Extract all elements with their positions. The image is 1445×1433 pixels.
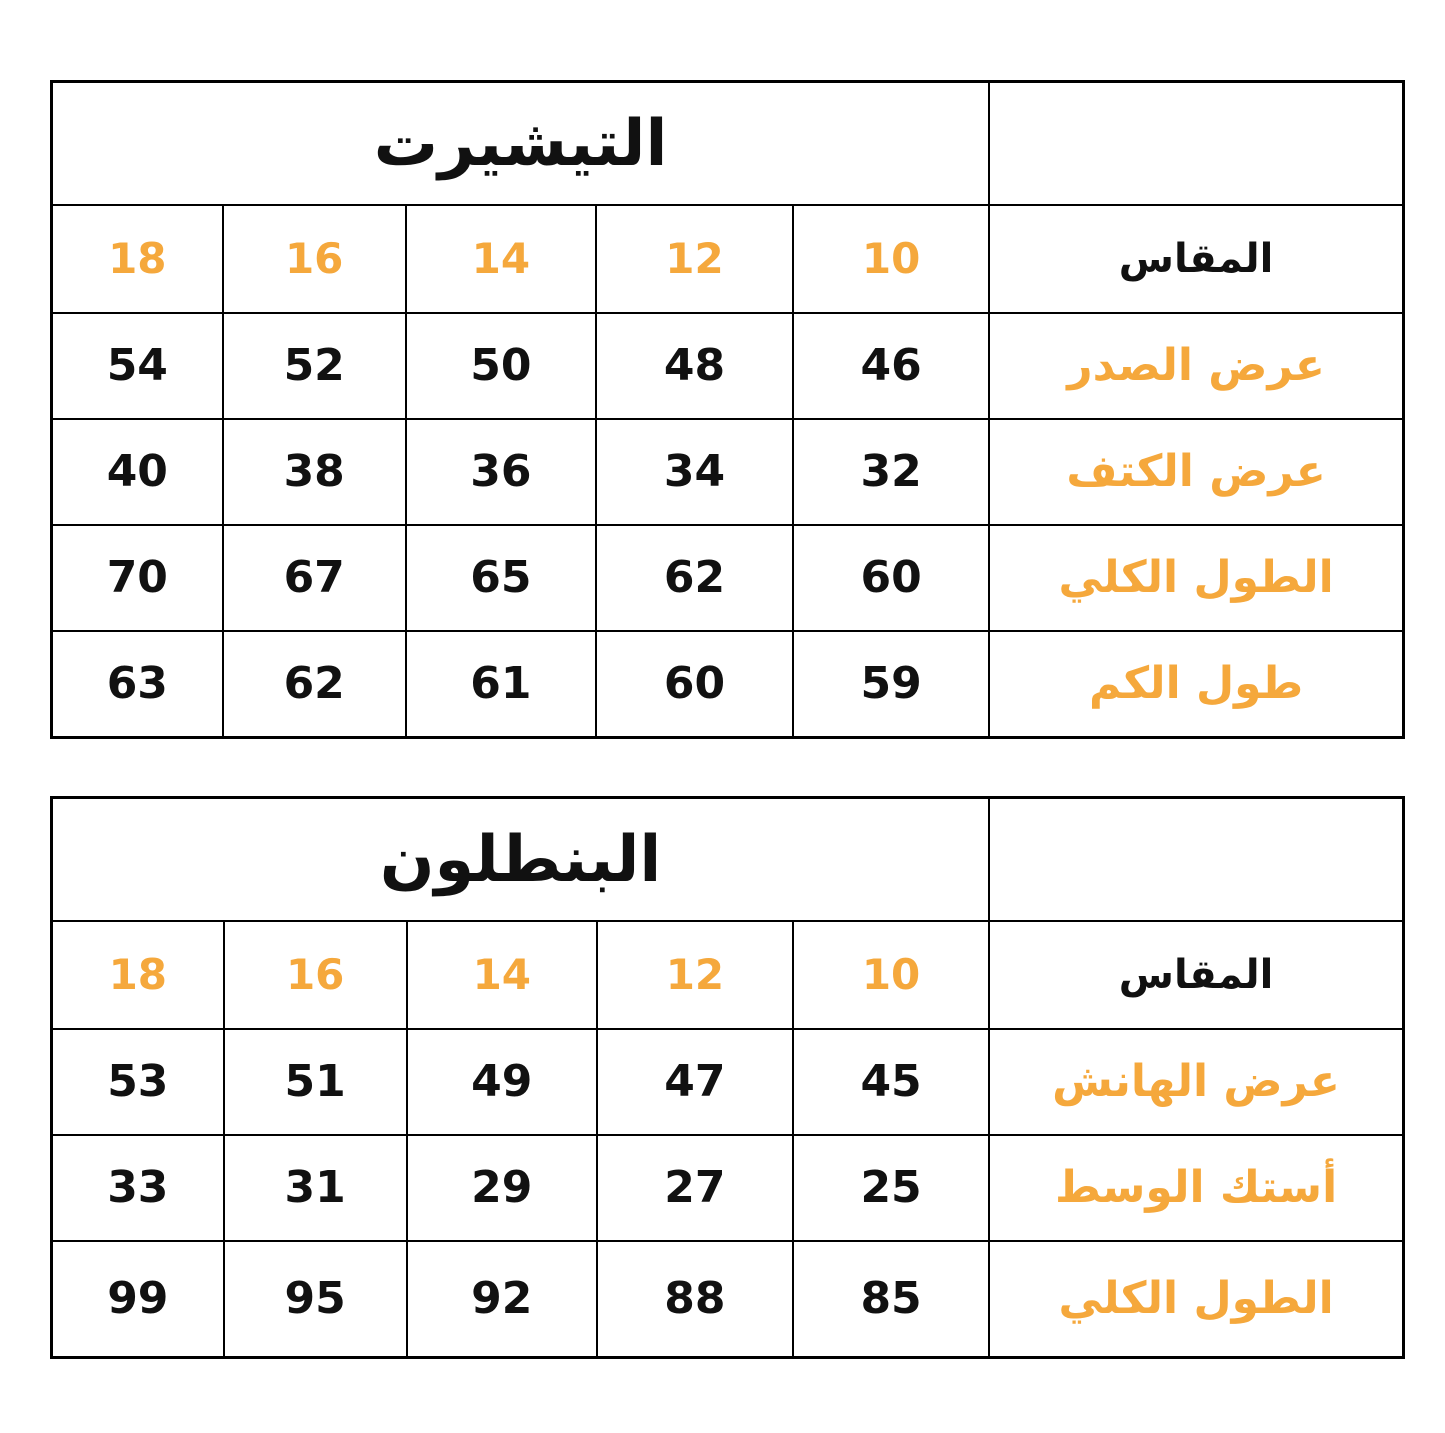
size-header: 14 (407, 921, 597, 1029)
table-cell: 31 (224, 1135, 407, 1241)
table-cell: 53 (52, 1029, 224, 1135)
table-cell: 63 (52, 631, 223, 738)
table-cell: 45 (793, 1029, 989, 1135)
size-header: 18 (52, 921, 224, 1029)
table-cell: 34 (596, 419, 793, 525)
row-label: أستك الوسط (989, 1135, 1403, 1241)
table-cell: 25 (793, 1135, 989, 1241)
table-title: البنطلون (52, 798, 990, 922)
table-cell: 92 (407, 1241, 597, 1358)
table-row (52, 631, 1404, 738)
row-label: عرض الصدر (989, 313, 1403, 419)
size-header: 10 (793, 205, 989, 313)
size-header-row (52, 921, 1404, 1029)
table-cell: 62 (596, 525, 793, 631)
table-cell: 67 (223, 525, 406, 631)
size-header: 12 (597, 921, 793, 1029)
row-label: عرض الكتف (989, 419, 1403, 525)
table-cell: 88 (597, 1241, 793, 1358)
table-row (52, 1029, 1404, 1135)
size-header: 16 (223, 205, 406, 313)
table-cell: 61 (406, 631, 596, 738)
table-cell: 49 (407, 1029, 597, 1135)
table-cell: 59 (793, 631, 989, 738)
table-cell: 36 (406, 419, 596, 525)
row-label: الطول الكلي (989, 525, 1403, 631)
size-label: المقاس (989, 921, 1403, 1029)
table-cell: 60 (793, 525, 989, 631)
pants-size-table (50, 796, 1405, 1359)
corner-cell (989, 798, 1403, 922)
table-cell: 29 (407, 1135, 597, 1241)
table-cell: 70 (52, 525, 223, 631)
table-cell: 62 (223, 631, 406, 738)
table-cell: 38 (223, 419, 406, 525)
table-row (52, 419, 1404, 525)
row-label: طول الكم (989, 631, 1403, 738)
size-header: 10 (793, 921, 989, 1029)
size-header-row (52, 205, 1404, 313)
row-label: عرض الهانش (989, 1029, 1403, 1135)
table-title: التيشيرت (52, 82, 990, 206)
corner-cell (989, 82, 1403, 206)
table-cell: 85 (793, 1241, 989, 1358)
table-cell: 40 (52, 419, 223, 525)
table-cell: 60 (596, 631, 793, 738)
table-cell: 46 (793, 313, 989, 419)
size-header: 12 (596, 205, 793, 313)
table-row (52, 525, 1404, 631)
table-cell: 33 (52, 1135, 224, 1241)
table-row (52, 1241, 1404, 1358)
table-cell: 52 (223, 313, 406, 419)
table-title-row (52, 82, 1404, 206)
table-cell: 48 (596, 313, 793, 419)
size-header: 14 (406, 205, 596, 313)
size-label: المقاس (989, 205, 1403, 313)
table-cell: 50 (406, 313, 596, 419)
table-cell: 27 (597, 1135, 793, 1241)
table-title-row (52, 798, 1404, 922)
size-header: 16 (224, 921, 407, 1029)
table-cell: 95 (224, 1241, 407, 1358)
table-cell: 54 (52, 313, 223, 419)
size-header: 18 (52, 205, 223, 313)
table-cell: 32 (793, 419, 989, 525)
table-cell: 51 (224, 1029, 407, 1135)
table-row (52, 313, 1404, 419)
table-cell: 65 (406, 525, 596, 631)
row-label: الطول الكلي (989, 1241, 1403, 1358)
table-cell: 99 (52, 1241, 224, 1358)
table-cell: 47 (597, 1029, 793, 1135)
tshirt-size-table (50, 80, 1405, 739)
table-row (52, 1135, 1404, 1241)
